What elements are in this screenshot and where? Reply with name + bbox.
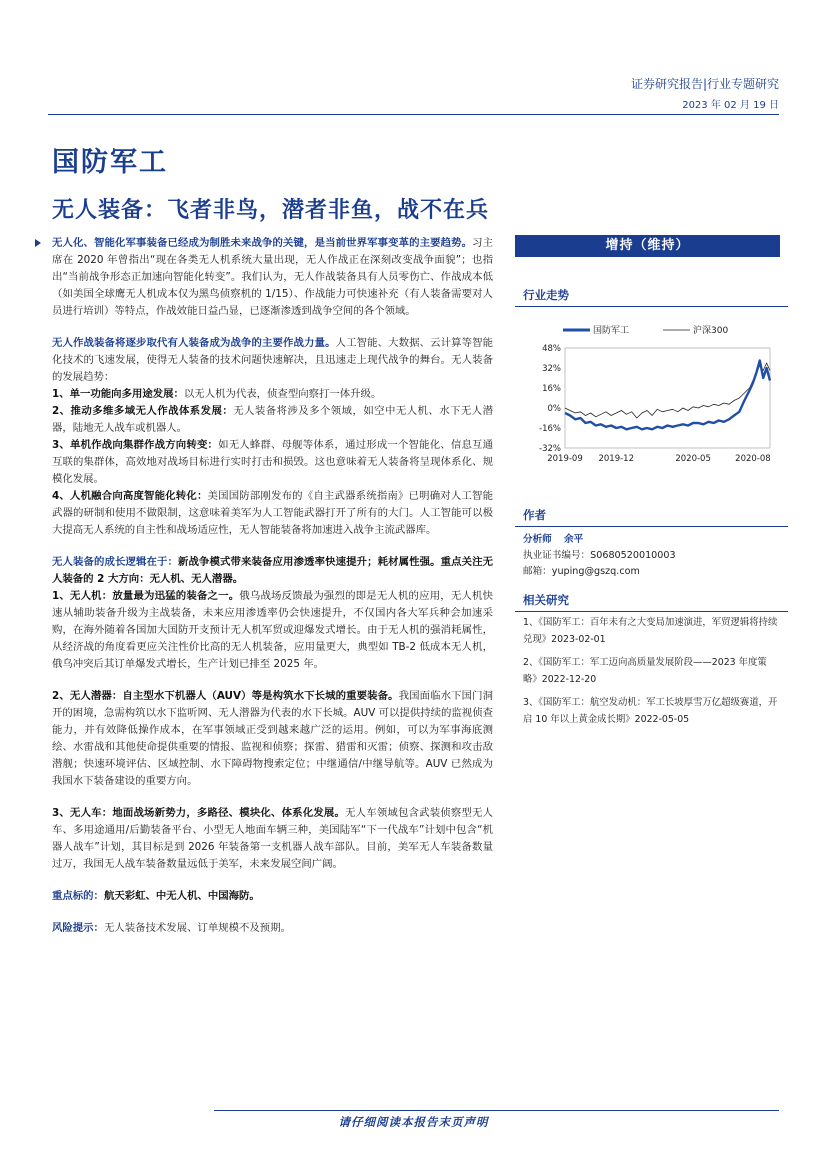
related-item[interactable]: 2、《国防军工：军工迈向高质量发展阶段——2023 年度策略》2022-12-20 [523, 657, 767, 685]
paragraph-targets [52, 888, 493, 905]
paragraph-subtitle: 3、无人车：地面战场新势力，多路径、模块化、体系化发展。 [52, 807, 346, 819]
x-tick-label: 2019-09 [547, 454, 583, 464]
trend-item-text: 美国国防部刚发布的《自主武器系统指南》已明确对人工智能武器的研制和使用不做限制，这意味着美军为人工智能武器打开了所有的大门。人工智能可以极大提高无人系统的自主性和战场适应性，无人智能装备将加速进入战争主流武器库。 [52, 490, 494, 536]
cert-line [523, 548, 780, 564]
paragraph-auv [52, 688, 493, 790]
report-type: 证券研究报告|行业专题研究 [630, 77, 779, 91]
section-author-heading: 作者 [515, 507, 788, 527]
paragraph-subtitle: 1、无人机：放量最为迅猛的装备之一。 [52, 590, 240, 602]
trend-item-text: 如无人蜂群、母舰等体系，通过形成一个智能化、信息互通互联的集群体，高效地对战场目标进行实时打击和损毁。这也意味着无人装备将呈现体系化、规模化发展。 [52, 439, 494, 485]
y-tick-label: -32% [539, 444, 561, 454]
email-line [523, 564, 780, 580]
trend-item-text: 以无人机为代表，侦查型向察打一体升级。 [183, 388, 382, 400]
section-trend-heading: 行业走势 [515, 287, 788, 307]
section-related-heading: 相关研究 [515, 592, 788, 612]
paragraph-uav [52, 588, 493, 673]
trend-item-title: 2、推动多维多域无人作战体系发展： [52, 405, 234, 417]
paragraph-bold: 航天彩虹、中无人机、中国海防。 [103, 890, 260, 902]
report-date: 2023 年 02 月 19 日 [682, 100, 779, 111]
trend-item [52, 403, 493, 437]
series-line-industry [565, 361, 770, 430]
paragraph-force [52, 335, 493, 386]
paragraph-lead: 无人装备的成长逻辑在于： [52, 556, 179, 568]
trend-item [52, 488, 493, 539]
paragraph-text: 无人装备技术发展、订单规模不及预期。 [103, 922, 291, 934]
analyst-name: 余平 [563, 534, 584, 545]
paragraph-text: 无人车领域包含武装侦察型无人车、多用途通用/后勤装备平台、小型无人地面车辆三种，美国陆军“下一代战车”计划中包含“机器人战车”计划，其目标是到 2026 年装备第一支机器人战车部队。目前，美军无人车装备数量过万，我国无人战车装备数量远低于美军，未来发展空间广阔。 [52, 807, 494, 870]
x-tick-label: 2020-05 [675, 454, 711, 464]
paragraph-risk [52, 920, 493, 937]
paragraph-lead: 重点标的： [52, 890, 104, 902]
analyst-role: 分析师 [523, 534, 552, 545]
paragraph-ugv [52, 805, 493, 873]
chart-legend [563, 324, 728, 336]
paragraph-growth [52, 554, 493, 588]
paragraph-text: 习主席在 2020 年曾指出“现在各类无人机系统大量出现，无人作战正在深刻改变战争面貌”；也指出“当前战争形态正加速向智能化转变”。我们认为，无人作战装备具有人员零伤亡、作战成本低（如美国全球鹰无人机成本仅为黑鸟侦察机的 1/15）、作战能力可快速补充（有人装备需要对人员进行培训）等特点，作战效能日益凸显，已逐渐渗透到战争空间的各个领域。 [52, 237, 494, 317]
author-info [523, 532, 780, 580]
cert-label: 执业证书编号： [523, 550, 591, 561]
paragraph-text: 我国面临水下国门洞开的困境，急需构筑以水下监听网、无人潜器为代表的水下长城。AUV 可以提供持续的监视侦查能力，并有效降低操作成本，在军事领域正受到越来越广泛的运用。例如，可以为军事海底测绘、水雷战和其他使命提供重要的情报、监视和侦察；探雷、猎雷和灭雷；侦察、探测和攻击敌潜舰；快速环境评估、区域控制、水下障碍物搜索定位；中继通信/中继导航等。AUV 已然成为我国水下装备建设的重要方向。 [52, 690, 493, 787]
paragraph-trend [52, 235, 493, 320]
trend-item [52, 437, 493, 488]
trend-item-title: 1、单一功能向多用途发展： [52, 388, 184, 400]
email-address[interactable]: yuping@gszq.com [551, 566, 640, 577]
footer-divider [214, 1110, 779, 1111]
x-tick-label: 2019-12 [598, 454, 635, 464]
y-tick-label: 16% [542, 384, 561, 394]
bullet-arrow-icon [35, 239, 41, 247]
cert-number: S0680520010003 [590, 550, 676, 561]
main-body [52, 235, 493, 952]
email-label: 邮箱： [523, 566, 552, 577]
trend-item-title: 3、单机作战向集群作战方向转变： [52, 439, 219, 451]
paragraph-lead: 无人作战装备将逐步取代有人装备成为战争的主要作战力量。 [52, 337, 336, 349]
x-tick-label: 2020-08 [735, 454, 771, 464]
y-tick-label: 32% [542, 364, 561, 374]
related-research-list [523, 614, 780, 734]
industry-title: 国防军工 [52, 147, 168, 178]
paragraph-lead: 无人化、智能化军事装备已经成为制胜未来战争的关键，是当前世界军事变革的主要趋势。 [52, 237, 473, 249]
y-tick-label: 48% [542, 344, 561, 354]
trend-item [52, 386, 493, 403]
header-divider [48, 114, 779, 115]
trend-item-title: 4、人机融合向高度智能化转化： [52, 490, 208, 502]
paragraph-lead: 风险提示： [52, 922, 104, 934]
paragraph-text: 俄乌战场反馈最为强烈的即是无人机的应用，无人机快速从辅助装备升级为主战装备，未来应用渗透率仍会快速提升，不仅国内各大军兵种会加速采购，在海外随着各国加大国防开支预计无人机军贸或迎爆发式增长。由于无人机的强消耗属性，从经济战的角度看更应关注性价比高的无人机装备，应用量更大，典型如 TB-2 低成本无人机，俄乌冲突后其订单爆发式增长，生产计划已排至 2025 年。 [52, 590, 494, 670]
footer-disclaimer: 请仔细阅读本报告末页声明 [338, 1115, 489, 1129]
legend-label-industry: 国防军工 [593, 326, 630, 336]
paragraph-subtitle: 2、无人潜器：自主型水下机器人（AUV）等是构筑水下长城的重要装备。 [52, 690, 399, 702]
rating-badge: 增持（维持） [515, 235, 780, 257]
paragraph-bold: 新战争模式带来装备应用渗透率快速提升；耗材属性强。重点关注无人装备的 2 大方向：无人机、无人潜器。 [52, 556, 493, 585]
legend-label-benchmark: 沪深300 [693, 326, 729, 336]
y-tick-label: 0% [547, 404, 561, 414]
related-item[interactable]: 1、《国防军工：百年未有之大变局加速演进，军贸逻辑将持续兑现》2023-02-01 [523, 617, 778, 645]
related-item[interactable]: 3、《国防军工：航空发动机：军工长坡厚雪万亿超级赛道，开启 10 年以上黄金成长期》2022-05-05 [523, 697, 778, 725]
trend-item-text: 无人装备将涉及多个领域，如空中无人机、水下无人潜器，陆地无人战车或机器人。 [52, 405, 494, 434]
trend-chart [515, 318, 780, 468]
paragraph-text: 人工智能、大数据、云计算等智能化技术的飞速发展，使得无人装备的技术问题快速解决，且迅速走上现代战争的舞台。无人装备的发展趋势： [52, 337, 494, 383]
report-title: 无人装备：飞者非鸟，潜者非鱼，战不在兵 [52, 198, 490, 223]
y-tick-label: -16% [539, 424, 561, 434]
analyst-line [523, 532, 780, 548]
